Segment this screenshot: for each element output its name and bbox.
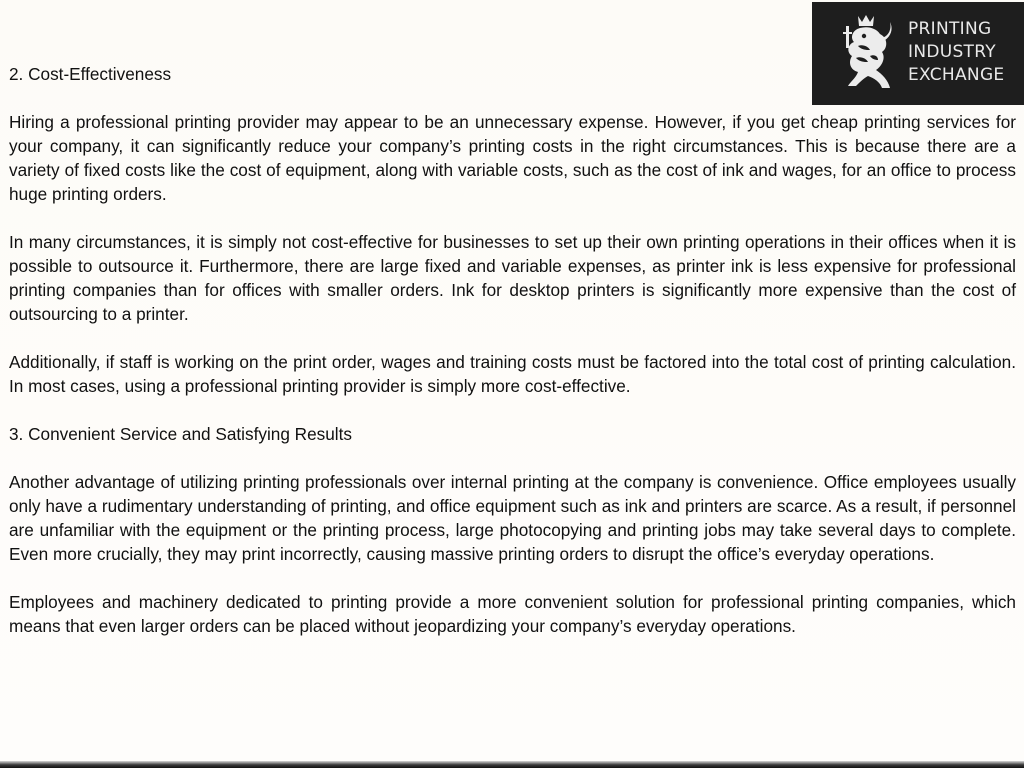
paragraph: In many circumstances, it is simply not cost-effective for businesses to set up their own printing operations in their offices when it is possible to outsource it. Furthermore, there are large fixed and variable expenses, as printer ink is less expensive for professional printing companies than for offices with smaller orders. Ink for desktop printers is significantly more expensive than the cost of outsourcing to a printer. — [9, 232, 1016, 324]
logo-line-industry: INDUSTRY — [908, 42, 996, 62]
bottom-border — [0, 761, 1024, 768]
section-heading-convenient-service: 3. Convenient Service and Satisfying Results — [9, 424, 352, 444]
paragraph: Hiring a professional printing provider may appear to be an unnecessary expense. However, if you get cheap printing services for your company, it can significantly reduce your company’s printing costs in the right circumstances. This is because there are a variety of fixed costs like the cost of equipment, along with variable costs, such as the cost of ink and wages, for an office to process huge printing orders. — [9, 112, 1016, 204]
paragraph: Another advantage of utilizing printing professionals over internal printing at the company is convenience. Office employees usually only have a rudimentary understanding of printing, and office equipment such as ink and printers are scarce. As a result, if personnel are unfamiliar with the equipment or the printing process, large photocopying and printing jobs may take several days to complete. Even more crucially, they may print incorrectly, causing massive printing orders to disrupt the office’s everyday operations. — [9, 472, 1016, 564]
logo-line-exchange: EXCHANGE — [908, 65, 1005, 85]
paragraph: Additionally, if staff is working on the print order, wages and training costs must be factored into the total cost of printing calculation. In most cases, using a professional printing provider is simply more cost-effective. — [9, 352, 1016, 396]
section-heading-cost-effectiveness: 2. Cost-Effectiveness — [9, 64, 172, 84]
paragraph: Employees and machinery dedicated to printing provide a more convenient solution for professional printing companies, which means that even larger orders can be placed without jeopardizing your company’s everyday operations. — [9, 592, 1016, 636]
article-body — [9, 62, 1016, 662]
logo-line-printing: PRINTING — [908, 19, 992, 39]
